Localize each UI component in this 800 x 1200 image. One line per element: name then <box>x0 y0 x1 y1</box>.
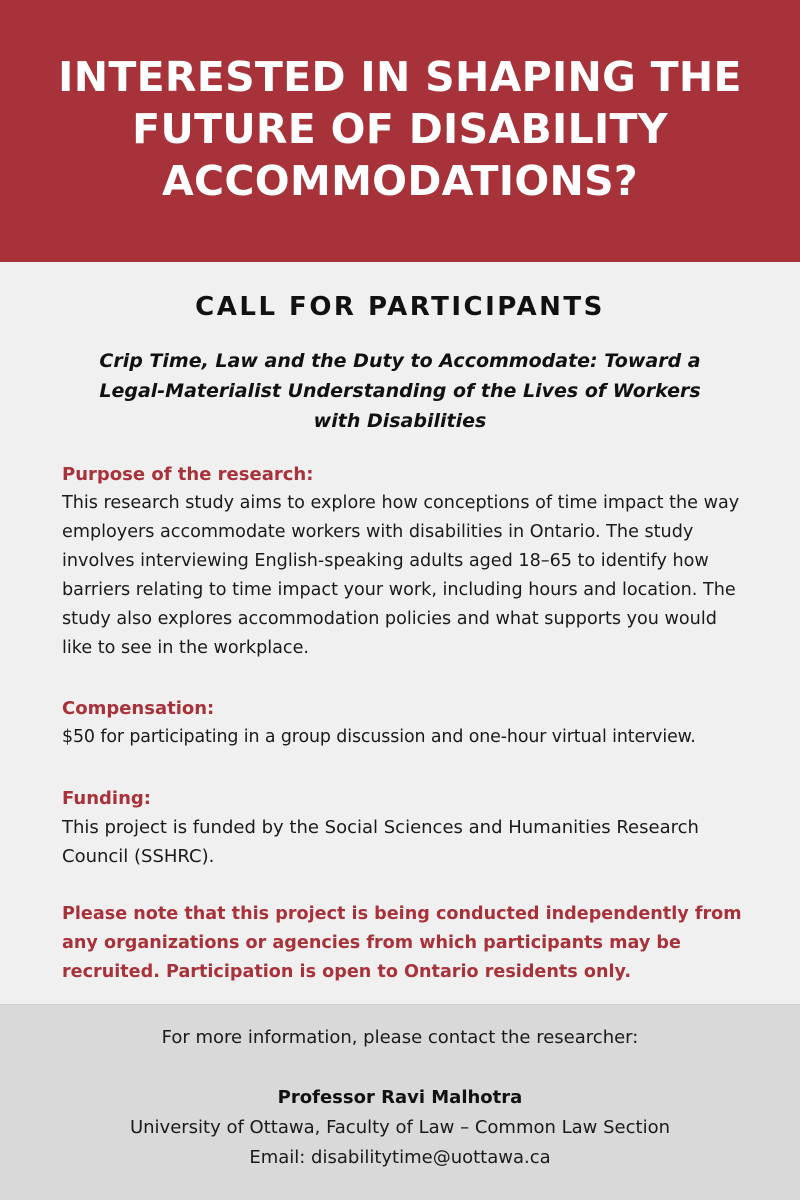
researcher-name: Professor Ravi Malhotra <box>277 1087 523 1108</box>
independence-note: Please note that this project is being conducted independently from any organizations or agencies from which participants may be recruited. Participation is open to Ontario residents only. <box>62 904 742 982</box>
compensation-section <box>62 694 752 752</box>
study-title: Crip Time, Law and the Duty to Accommodate: Toward a Legal-Materialist Understanding of the Lives of Workers with Disabilities <box>99 350 701 432</box>
contact-intro: For more information, please contact the researcher: <box>161 1027 639 1048</box>
funding-section <box>62 784 752 871</box>
researcher-affiliation: University of Ottawa, Faculty of Law – Common Law Section <box>129 1117 671 1138</box>
contact-email[interactable]: Email: disabilitytime@uottawa.ca <box>249 1147 551 1168</box>
main-content <box>0 262 800 1004</box>
purpose-label: Purpose of the research: <box>62 464 314 485</box>
funding-label: Funding: <box>62 788 151 809</box>
purpose-text: This research study aims to explore how conceptions of time impact the way employers accommodate workers with disabilities in Ontario. The study involves interviewing English-speaking adults aged 18–65 to identify how barriers relating to time impact your work, including hours and location. The study also explores accommodation policies and what supports you would like to see in the workplace. <box>62 493 740 658</box>
title-banner <box>0 0 800 262</box>
contact-footer <box>0 1004 800 1200</box>
compensation-label: Compensation: <box>62 698 215 719</box>
purpose-section <box>62 460 752 663</box>
funding-text: This project is funded by the Social Sciences and Humanities Research Council (SSHRC). <box>62 817 699 867</box>
call-heading: CALL FOR PARTICIPANTS <box>195 292 605 322</box>
banner-title: INTERESTED IN SHAPING THE FUTURE OF DISABILITY ACCOMMODATIONS? <box>58 53 742 205</box>
compensation-text: $50 for participating in a group discussion and one-hour virtual interview. <box>62 727 696 747</box>
